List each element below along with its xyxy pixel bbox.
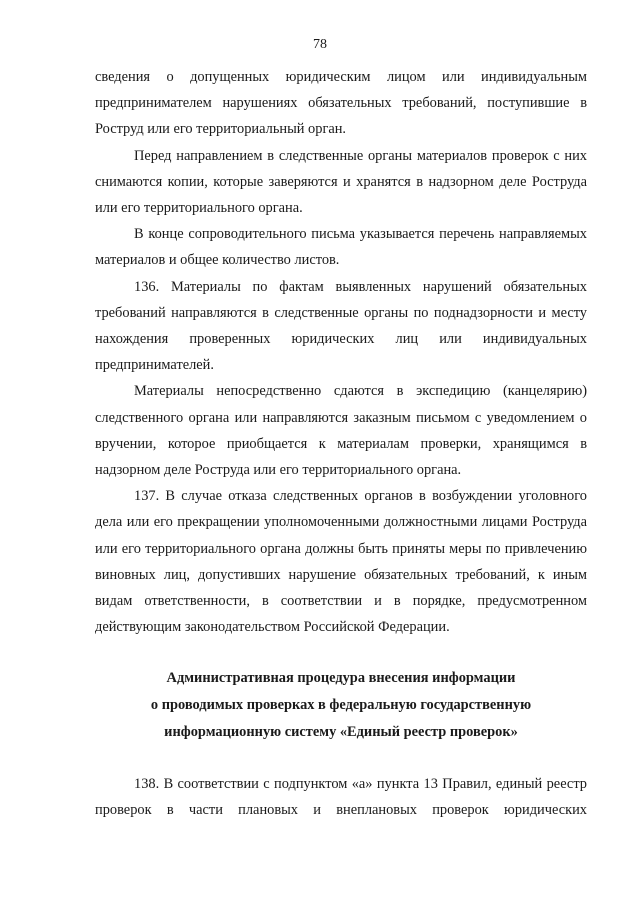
section-heading-line-2: о проводимых проверках в федеральную государственную (150, 697, 532, 714)
paragraph-continuation: сведения о допущенных юридическим лицом или индивидуальным предпринимателем нарушениях обязательных требований, поступившие в Роструд или его территориальный орган. (95, 69, 587, 138)
section-heading-line-1: Административная процедура внесения информации (166, 670, 516, 687)
paragraph-delivery: Материалы непосредственно сдаются в экспедицию (канцелярию) следственного органа или направляются заказным письмом с уведомлением о вручении, которое приобщается к материалам проверки, хранящимся в надзорном деле Роструда или его территориального органа. (95, 383, 587, 479)
paragraph-cover-letter: В конце сопроводительного письма указывается перечень направляемых материалов и общее количество листов. (95, 226, 587, 269)
paragraph-136: 136. Материалы по фактам выявленных нарушений обязательных требований направляются в следственные органы по поднадзорности и месту нахождения проверенных юридических лиц или индивидуальных предпринимателей. (95, 278, 587, 374)
document-body (95, 64, 587, 824)
page-number: 78 (313, 37, 327, 52)
section-heading-line-3: информационную систему «Единый реестр проверок» (164, 723, 518, 740)
paragraph-137: 137. В случае отказа следственных органов в возбуждении уголовного дела или его прекращении уполномоченными должностными лицами Роструда или его территориального органа должны быть приняты меры по привлечению виновных лиц, допустивших нарушение обязательных требований, к иным видам ответственности, в соответствии и в порядке, предусмотренном действующим законодательством Российской Федерации. (95, 488, 587, 636)
paragraph-138: 138. В соответствии с подпунктом «а» пункта 13 Правил, единый реестр проверок в части плановых и внеплановых проверок юридических (95, 776, 587, 819)
paragraph-copies: Перед направлением в следственные органы материалов проверок с них снимаются копии, которые заверяются и хранятся в надзорном деле Роструда или его территориального органа. (95, 147, 587, 217)
section-heading (95, 665, 587, 745)
